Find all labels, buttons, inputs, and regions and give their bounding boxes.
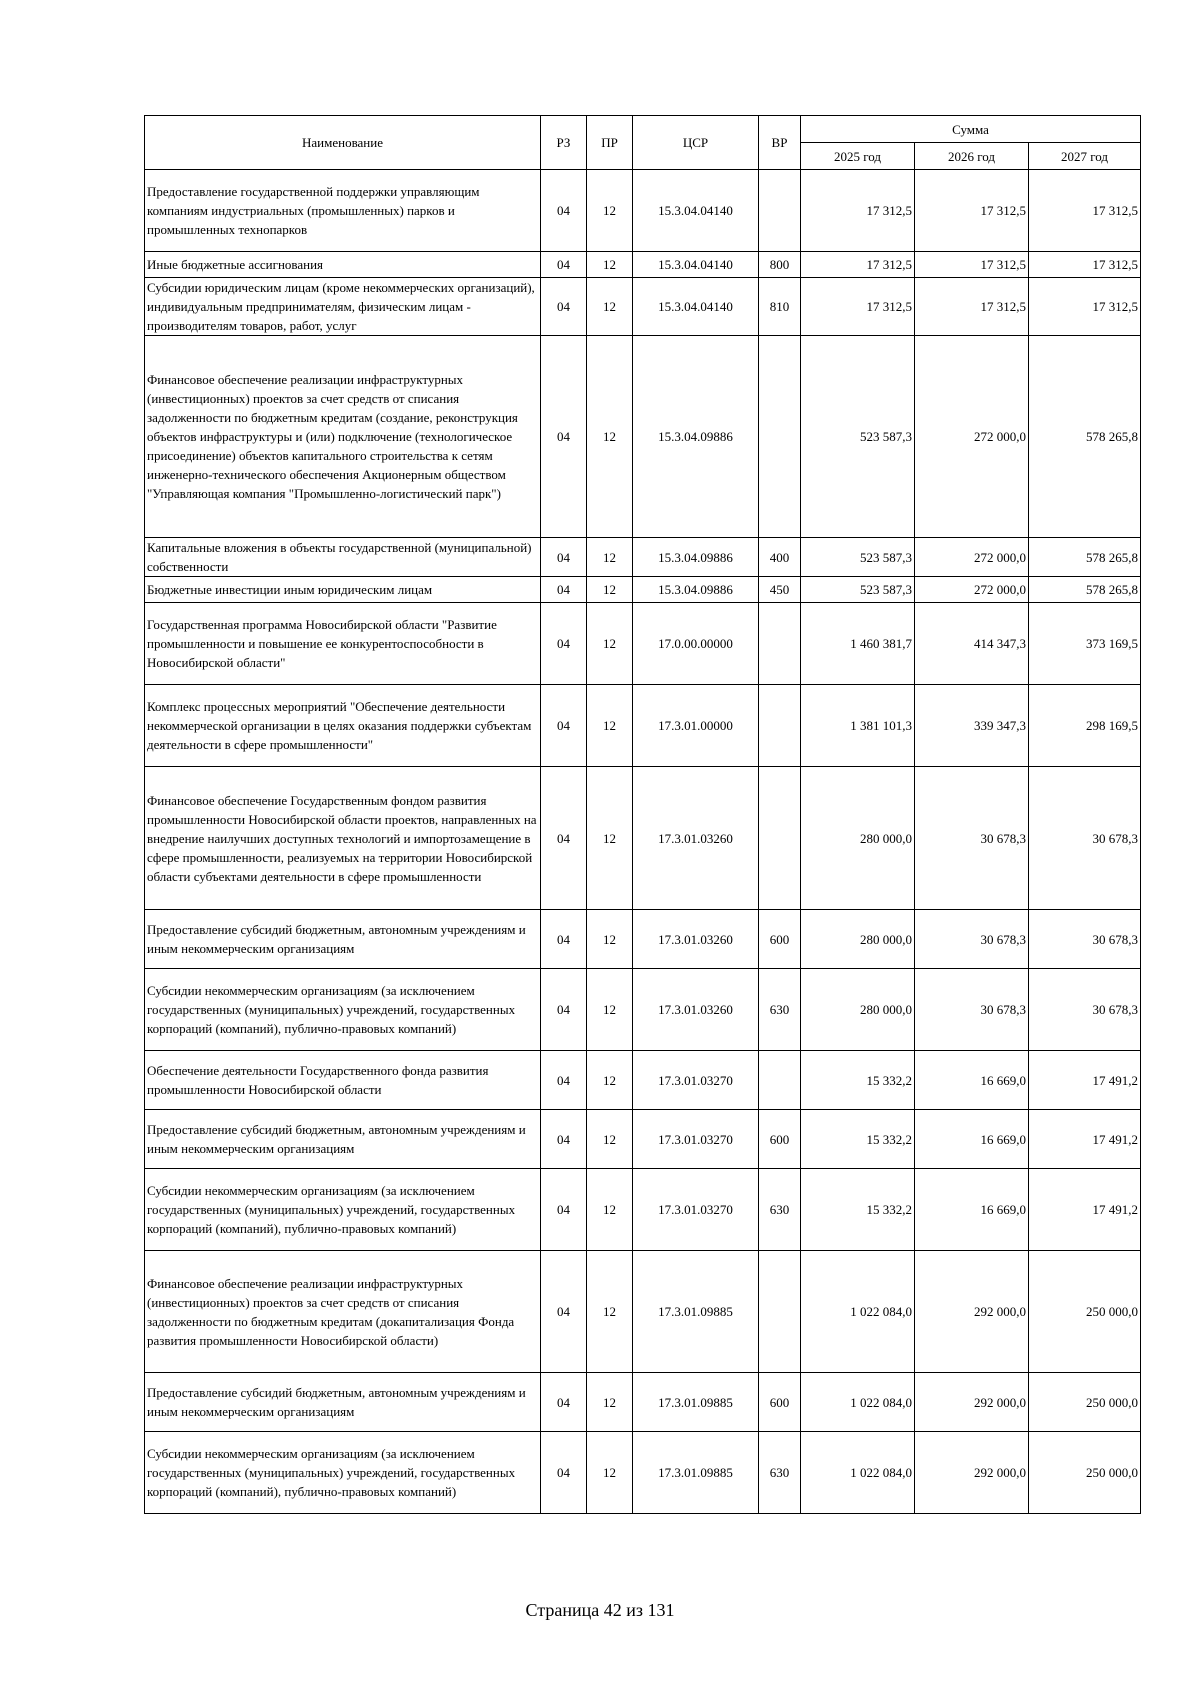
row-csr: 15.3.04.09886 <box>633 538 759 577</box>
table-row <box>145 1251 1141 1373</box>
row-sum-2026: 414 347,3 <box>915 603 1029 685</box>
row-pr: 12 <box>587 170 633 252</box>
row-csr: 17.3.01.09885 <box>633 1432 759 1514</box>
row-sum-2027: 298 169,5 <box>1029 685 1141 767</box>
table-row <box>145 1110 1141 1169</box>
row-csr: 17.3.01.09885 <box>633 1373 759 1432</box>
row-rz: 04 <box>541 336 587 538</box>
row-csr: 15.3.04.04140 <box>633 252 759 278</box>
row-pr: 12 <box>587 278 633 336</box>
row-sum-2026: 16 669,0 <box>915 1110 1029 1169</box>
row-rz: 04 <box>541 969 587 1051</box>
table-row <box>145 1432 1141 1514</box>
row-sum-2025: 17 312,5 <box>801 170 915 252</box>
row-sum-2026: 16 669,0 <box>915 1051 1029 1110</box>
row-sum-2026: 292 000,0 <box>915 1432 1029 1514</box>
row-sum-2026: 292 000,0 <box>915 1251 1029 1373</box>
row-sum-2027: 17 312,5 <box>1029 278 1141 336</box>
header-sum: Сумма <box>801 116 1141 143</box>
row-rz: 04 <box>541 1432 587 1514</box>
table-row <box>145 969 1141 1051</box>
row-sum-2027: 30 678,3 <box>1029 969 1141 1051</box>
row-pr: 12 <box>587 577 633 603</box>
row-name: Капитальные вложения в объекты государственной (муниципальной) собственности <box>145 538 541 577</box>
header-name: Наименование <box>145 116 541 170</box>
row-sum-2027: 373 169,5 <box>1029 603 1141 685</box>
header-pr: ПР <box>587 116 633 170</box>
row-pr: 12 <box>587 1110 633 1169</box>
row-name: Субсидии некоммерческим организациям (за исключением государственных (муниципальных) учреждений, государственных корпораций (компаний), публично-правовых компаний) <box>145 1432 541 1514</box>
table-row <box>145 252 1141 278</box>
row-sum-2025: 523 587,3 <box>801 577 915 603</box>
row-csr: 17.3.01.03260 <box>633 910 759 969</box>
row-sum-2025: 15 332,2 <box>801 1110 915 1169</box>
row-pr: 12 <box>587 1432 633 1514</box>
row-rz: 04 <box>541 603 587 685</box>
row-sum-2025: 280 000,0 <box>801 767 915 910</box>
row-sum-2025: 523 587,3 <box>801 538 915 577</box>
table-row <box>145 278 1141 336</box>
row-name: Предоставление субсидий бюджетным, автономным учреждениям и иным некоммерческим организациям <box>145 1110 541 1169</box>
row-name: Предоставление субсидий бюджетным, автономным учреждениям и иным некоммерческим организациям <box>145 1373 541 1432</box>
row-name: Субсидии некоммерческим организациям (за исключением государственных (муниципальных) учреждений, государственных корпораций (компаний), публично-правовых компаний) <box>145 1169 541 1251</box>
row-sum-2027: 250 000,0 <box>1029 1251 1141 1373</box>
row-rz: 04 <box>541 1169 587 1251</box>
row-sum-2026: 30 678,3 <box>915 767 1029 910</box>
row-rz: 04 <box>541 1251 587 1373</box>
row-name: Обеспечение деятельности Государственного фонда развития промышленности Новосибирской области <box>145 1051 541 1110</box>
page-number: Страница 42 из 131 <box>525 1600 675 1620</box>
row-sum-2027: 578 265,8 <box>1029 336 1141 538</box>
table-body <box>145 170 1141 1514</box>
row-sum-2026: 17 312,5 <box>915 170 1029 252</box>
row-name: Государственная программа Новосибирской области "Развитие промышленности и повышение ее конкурентоспособности в Новосибирской области" <box>145 603 541 685</box>
row-csr: 15.3.04.09886 <box>633 577 759 603</box>
row-sum-2025: 17 312,5 <box>801 278 915 336</box>
row-vr <box>759 170 801 252</box>
table-row <box>145 1051 1141 1110</box>
row-pr: 12 <box>587 603 633 685</box>
row-csr: 17.3.01.09885 <box>633 1251 759 1373</box>
row-rz: 04 <box>541 685 587 767</box>
row-sum-2027: 17 491,2 <box>1029 1051 1141 1110</box>
row-rz: 04 <box>541 252 587 278</box>
row-sum-2026: 292 000,0 <box>915 1373 1029 1432</box>
row-sum-2025: 1 022 084,0 <box>801 1373 915 1432</box>
row-name: Иные бюджетные ассигнования <box>145 252 541 278</box>
budget-table <box>144 115 1141 1514</box>
row-sum-2026: 17 312,5 <box>915 278 1029 336</box>
row-sum-2025: 1 022 084,0 <box>801 1432 915 1514</box>
row-csr: 15.3.04.04140 <box>633 170 759 252</box>
row-csr: 17.3.01.03260 <box>633 969 759 1051</box>
row-sum-2026: 16 669,0 <box>915 1169 1029 1251</box>
table-row <box>145 577 1141 603</box>
table-row <box>145 685 1141 767</box>
row-pr: 12 <box>587 252 633 278</box>
row-csr: 17.3.01.03270 <box>633 1051 759 1110</box>
row-sum-2025: 17 312,5 <box>801 252 915 278</box>
row-sum-2025: 15 332,2 <box>801 1051 915 1110</box>
row-pr: 12 <box>587 1251 633 1373</box>
row-pr: 12 <box>587 910 633 969</box>
row-vr: 450 <box>759 577 801 603</box>
row-vr: 630 <box>759 969 801 1051</box>
row-sum-2027: 250 000,0 <box>1029 1432 1141 1514</box>
row-name: Финансовое обеспечение Государственным фондом развития промышленности Новосибирской области проектов, направленных на внедрение наилучших доступных технологий и импортозамещение в сфере промышленности, реализуемых на территории Новосибирской области субъектами деятельности в сфере промышленности <box>145 767 541 910</box>
row-name: Субсидии некоммерческим организациям (за исключением государственных (муниципальных) учреждений, государственных корпораций (компаний), публично-правовых компаний) <box>145 969 541 1051</box>
row-pr: 12 <box>587 969 633 1051</box>
row-csr: 17.0.00.00000 <box>633 603 759 685</box>
row-rz: 04 <box>541 1373 587 1432</box>
row-sum-2026: 272 000,0 <box>915 538 1029 577</box>
row-sum-2026: 272 000,0 <box>915 577 1029 603</box>
row-sum-2026: 30 678,3 <box>915 969 1029 1051</box>
row-vr: 630 <box>759 1432 801 1514</box>
row-vr: 630 <box>759 1169 801 1251</box>
row-csr: 17.3.01.00000 <box>633 685 759 767</box>
row-csr: 15.3.04.09886 <box>633 336 759 538</box>
row-sum-2025: 280 000,0 <box>801 969 915 1051</box>
row-csr: 17.3.01.03270 <box>633 1169 759 1251</box>
header-csr: ЦСР <box>633 116 759 170</box>
row-pr: 12 <box>587 538 633 577</box>
row-pr: 12 <box>587 1051 633 1110</box>
row-vr: 600 <box>759 1373 801 1432</box>
row-sum-2026: 272 000,0 <box>915 336 1029 538</box>
row-sum-2027: 578 265,8 <box>1029 538 1141 577</box>
row-vr: 400 <box>759 538 801 577</box>
row-pr: 12 <box>587 336 633 538</box>
table-row <box>145 1373 1141 1432</box>
table-row <box>145 767 1141 910</box>
row-sum-2025: 15 332,2 <box>801 1169 915 1251</box>
row-sum-2025: 1 460 381,7 <box>801 603 915 685</box>
header-2026: 2026 год <box>915 143 1029 170</box>
row-pr: 12 <box>587 1373 633 1432</box>
table-row <box>145 910 1141 969</box>
row-rz: 04 <box>541 577 587 603</box>
header-2027: 2027 год <box>1029 143 1141 170</box>
table-row <box>145 336 1141 538</box>
row-pr: 12 <box>587 685 633 767</box>
row-csr: 17.3.01.03260 <box>633 767 759 910</box>
row-vr <box>759 1051 801 1110</box>
row-csr: 15.3.04.04140 <box>633 278 759 336</box>
row-vr <box>759 336 801 538</box>
row-sum-2025: 280 000,0 <box>801 910 915 969</box>
row-vr: 600 <box>759 910 801 969</box>
row-vr: 810 <box>759 278 801 336</box>
row-name: Предоставление государственной поддержки управляющим компаниям индустриальных (промышленных) парков и промышленных технопарков <box>145 170 541 252</box>
header-rz: РЗ <box>541 116 587 170</box>
row-pr: 12 <box>587 767 633 910</box>
row-rz: 04 <box>541 767 587 910</box>
row-name: Предоставление субсидий бюджетным, автономным учреждениям и иным некоммерческим организациям <box>145 910 541 969</box>
table-row <box>145 170 1141 252</box>
row-rz: 04 <box>541 538 587 577</box>
row-sum-2027: 17 312,5 <box>1029 252 1141 278</box>
row-rz: 04 <box>541 1110 587 1169</box>
row-rz: 04 <box>541 170 587 252</box>
table-row <box>145 1169 1141 1251</box>
row-vr: 800 <box>759 252 801 278</box>
row-name: Комплекс процессных мероприятий "Обеспечение деятельности некоммерческой организации в целях оказания поддержки субъектам деятельности в сфере промышленности" <box>145 685 541 767</box>
row-rz: 04 <box>541 1051 587 1110</box>
row-sum-2027: 17 491,2 <box>1029 1169 1141 1251</box>
table-row <box>145 603 1141 685</box>
row-sum-2026: 339 347,3 <box>915 685 1029 767</box>
header-2025: 2025 год <box>801 143 915 170</box>
row-vr <box>759 603 801 685</box>
row-sum-2025: 523 587,3 <box>801 336 915 538</box>
row-sum-2027: 17 491,2 <box>1029 1110 1141 1169</box>
row-sum-2027: 30 678,3 <box>1029 910 1141 969</box>
row-vr <box>759 767 801 910</box>
row-sum-2026: 17 312,5 <box>915 252 1029 278</box>
row-rz: 04 <box>541 278 587 336</box>
table-row <box>145 538 1141 577</box>
row-vr: 600 <box>759 1110 801 1169</box>
row-pr: 12 <box>587 1169 633 1251</box>
row-sum-2027: 17 312,5 <box>1029 170 1141 252</box>
row-name: Субсидии юридическим лицам (кроме некоммерческих организаций), индивидуальным предпринимателям, физическим лицам - производителям товаров, работ, услуг <box>145 278 541 336</box>
row-rz: 04 <box>541 910 587 969</box>
row-csr: 17.3.01.03270 <box>633 1110 759 1169</box>
row-name: Финансовое обеспечение реализации инфраструктурных (инвестиционных) проектов за счет средств от списания задолженности по бюджетным кредитам (создание, реконструкция объектов инфраструктуры и (или) подключение (технологическое присоединение) объектов капитального строительства к сетям инженерно-технического обеспечения Акционерным обществом "Управляющая компания "Промышленно-логистический парк") <box>145 336 541 538</box>
row-name: Финансовое обеспечение реализации инфраструктурных (инвестиционных) проектов за счет средств от списания задолженности по бюджетным кредитам (докапитализация Фонда развития промышленности Новосибирской области) <box>145 1251 541 1373</box>
row-sum-2027: 578 265,8 <box>1029 577 1141 603</box>
row-sum-2026: 30 678,3 <box>915 910 1029 969</box>
header-vr: ВР <box>759 116 801 170</box>
row-name: Бюджетные инвестиции иным юридическим лицам <box>145 577 541 603</box>
row-sum-2025: 1 381 101,3 <box>801 685 915 767</box>
row-vr <box>759 685 801 767</box>
row-vr <box>759 1251 801 1373</box>
row-sum-2025: 1 022 084,0 <box>801 1251 915 1373</box>
row-sum-2027: 250 000,0 <box>1029 1373 1141 1432</box>
row-sum-2027: 30 678,3 <box>1029 767 1141 910</box>
